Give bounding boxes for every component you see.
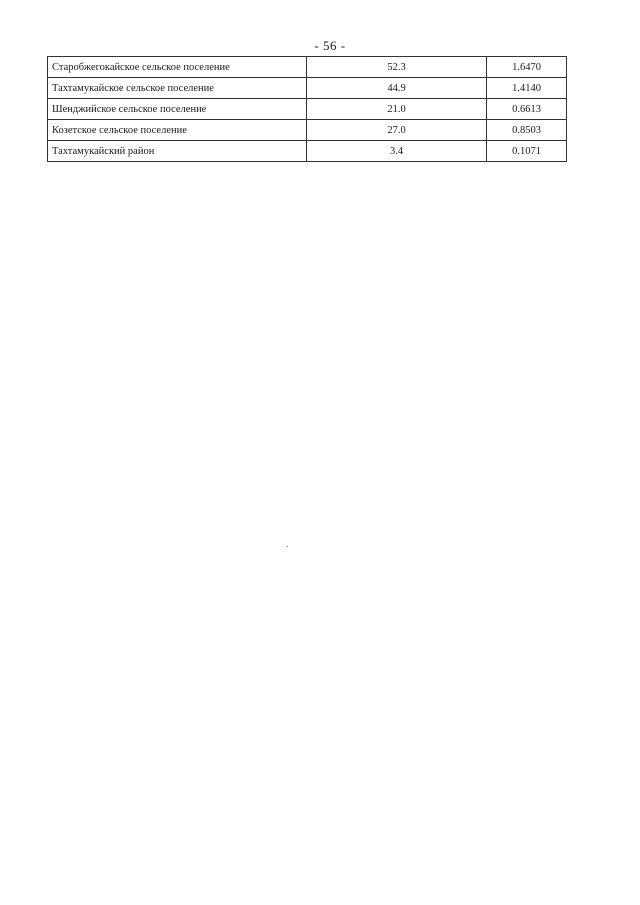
row-name: Козетское сельское поселение xyxy=(48,120,307,141)
row-value-a: 3.4 xyxy=(307,141,487,162)
table-row xyxy=(48,141,567,162)
row-value-a: 21.0 xyxy=(307,99,487,120)
row-value-a: 44.9 xyxy=(307,78,487,99)
data-table xyxy=(47,56,567,162)
scan-speck xyxy=(287,546,288,547)
table-row xyxy=(48,120,567,141)
row-name: Тахтамукайское сельское поселение xyxy=(48,78,307,99)
row-value-b: 0.6613 xyxy=(487,99,567,120)
row-value-a: 52.3 xyxy=(307,57,487,78)
row-name: Тахтамукайский район xyxy=(48,141,307,162)
row-value-b: 0.8503 xyxy=(487,120,567,141)
row-value-a: 27.0 xyxy=(307,120,487,141)
table-row xyxy=(48,78,567,99)
row-value-b: 1.4140 xyxy=(487,78,567,99)
table-row xyxy=(48,57,567,78)
table-row xyxy=(48,99,567,120)
row-name: Старобжегокайское сельское поселение xyxy=(48,57,307,78)
row-name: Шенджийское сельское поселение xyxy=(48,99,307,120)
row-value-b: 1.6470 xyxy=(487,57,567,78)
page-number: - 56 - xyxy=(314,38,346,53)
row-value-b: 0.1071 xyxy=(487,141,567,162)
